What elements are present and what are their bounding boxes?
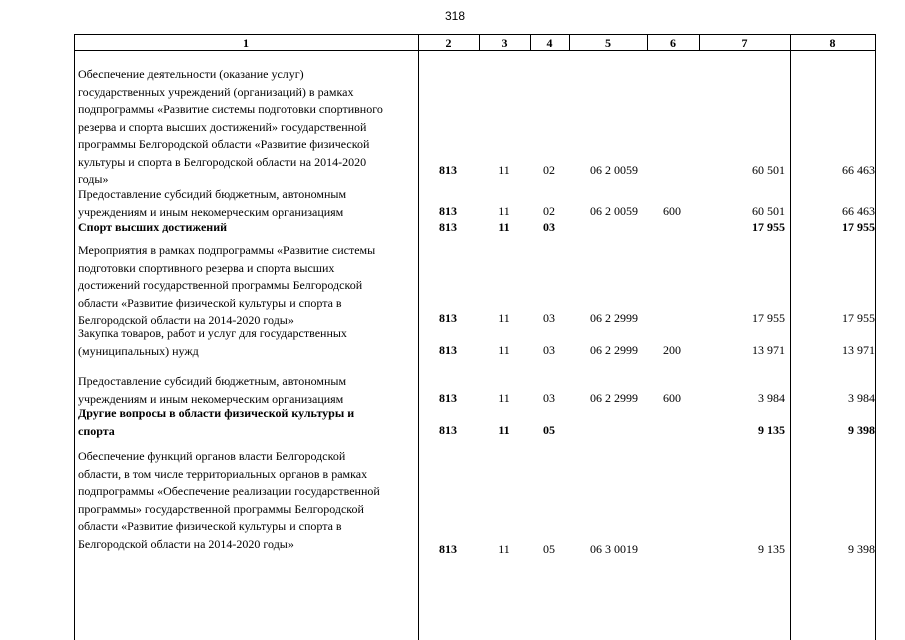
header-col-3: 3	[501, 36, 508, 50]
row-section: 11	[498, 343, 510, 357]
row-amount-2: 13 971	[842, 343, 875, 357]
row-admin-code: 813	[439, 163, 457, 177]
col-border-7	[790, 34, 791, 640]
row-target-article: 06 2 2999	[590, 343, 638, 357]
row-amount-2: 9 398	[848, 423, 875, 437]
row-description: Мероприятия в рамках подпрограммы «Развитие системы подготовки спортивного резерва и спорта высших достижений государственной программы Белгородской области «Развитие физической культуры и спорта в Белгородской области на 2014-2020 годы»	[78, 243, 376, 327]
row-target-article: 06 3 0019	[590, 542, 638, 556]
row-section: 11	[498, 204, 510, 218]
row-subsection: 05	[543, 423, 555, 437]
row-section: 11	[498, 423, 510, 437]
row-expense-type: 200	[663, 343, 681, 357]
col-border-0	[74, 34, 75, 640]
header-col-2: 2	[445, 36, 452, 50]
row-amount-1: 17 955	[752, 311, 785, 325]
row-amount-1: 13 971	[752, 343, 785, 357]
row-amount-1: 60 501	[752, 204, 785, 218]
col-border-8	[875, 34, 876, 640]
row-expense-type: 600	[663, 391, 681, 405]
row-admin-code: 813	[439, 343, 457, 357]
header-col-6: 6	[670, 36, 676, 50]
row-subsection: 03	[543, 343, 555, 357]
row-subsection: 05	[543, 542, 555, 556]
row-section: 11	[498, 220, 510, 234]
row-subsection: 03	[543, 311, 555, 325]
row-subsection: 02	[543, 204, 555, 218]
row-target-article: 06 2 0059	[590, 204, 638, 218]
row-section: 11	[498, 311, 510, 325]
row-amount-1: 60 501	[752, 163, 785, 177]
row-description: Предоставление субсидий бюджетным, автономным учреждениям и иным некомерческим организациям	[78, 187, 347, 219]
row-admin-code: 813	[439, 391, 457, 405]
row-target-article: 06 2 2999	[590, 391, 638, 405]
row-description: Обеспечение деятельности (оказание услуг) государственных учреждений (организаций) в рамках подпрограммы «Развитие системы подготовки спортивного резерва и спорта высших достижений» государственной программы Белгородской области «Развитие физической культуры и спорта в Белгородской области на 2014-2020 годы»	[78, 67, 383, 186]
row-section: 11	[498, 542, 510, 556]
row-target-article: 06 2 0059	[590, 163, 638, 177]
row-amount-2: 66 463	[842, 204, 875, 218]
row-expense-type: 600	[663, 204, 681, 218]
header-col-5: 5	[605, 36, 611, 50]
row-admin-code: 813	[439, 423, 457, 437]
row-admin-code: 813	[439, 204, 457, 218]
page-number: 318	[445, 9, 466, 23]
row-section: 11	[498, 391, 510, 405]
row-subsection: 03	[543, 220, 555, 234]
row-subsection: 03	[543, 391, 555, 405]
header-col-1: 1	[243, 36, 249, 50]
row-amount-2: 17 955	[842, 220, 875, 234]
row-admin-code: 813	[439, 542, 457, 556]
row-amount-1: 9 135	[758, 423, 785, 437]
row-description: Предоставление субсидий бюджетным, автономным учреждениям и иным некомерческим организациям	[78, 374, 347, 406]
row-description: Закупка товаров, работ и услуг для государственных (муниципальных) нужд	[78, 326, 347, 358]
row-amount-1: 3 984	[758, 391, 785, 405]
row-amount-2: 9 398	[848, 542, 875, 556]
table-top-border	[74, 34, 876, 35]
header-bottom-border	[74, 50, 876, 51]
row-description: Другие вопросы в области физической культуры и спорта	[78, 406, 355, 438]
row-description: Спорт высших достижений	[78, 220, 228, 234]
row-target-article: 06 2 2999	[590, 311, 638, 325]
row-admin-code: 813	[439, 220, 457, 234]
header-col-4: 4	[546, 36, 553, 50]
row-description: Обеспечение функций органов власти Белгородской области, в том числе территориальных органов в рамках подпрограммы «Обеспечение реализации государственной программы» государственной программы Белгородской области «Развитие физической культуры и спорта в Белгородской области на 2014-2020 годы»	[78, 449, 380, 551]
row-admin-code: 813	[439, 311, 457, 325]
header-col-8: 8	[829, 36, 836, 50]
row-amount-1: 9 135	[758, 542, 785, 556]
row-subsection: 02	[543, 163, 555, 177]
header-col-7: 7	[741, 36, 748, 50]
row-amount-2: 66 463	[842, 163, 875, 177]
row-amount-1: 17 955	[752, 220, 785, 234]
budget-table	[74, 34, 876, 640]
row-amount-2: 3 984	[848, 391, 875, 405]
row-amount-2: 17 955	[842, 311, 875, 325]
row-section: 11	[498, 163, 510, 177]
